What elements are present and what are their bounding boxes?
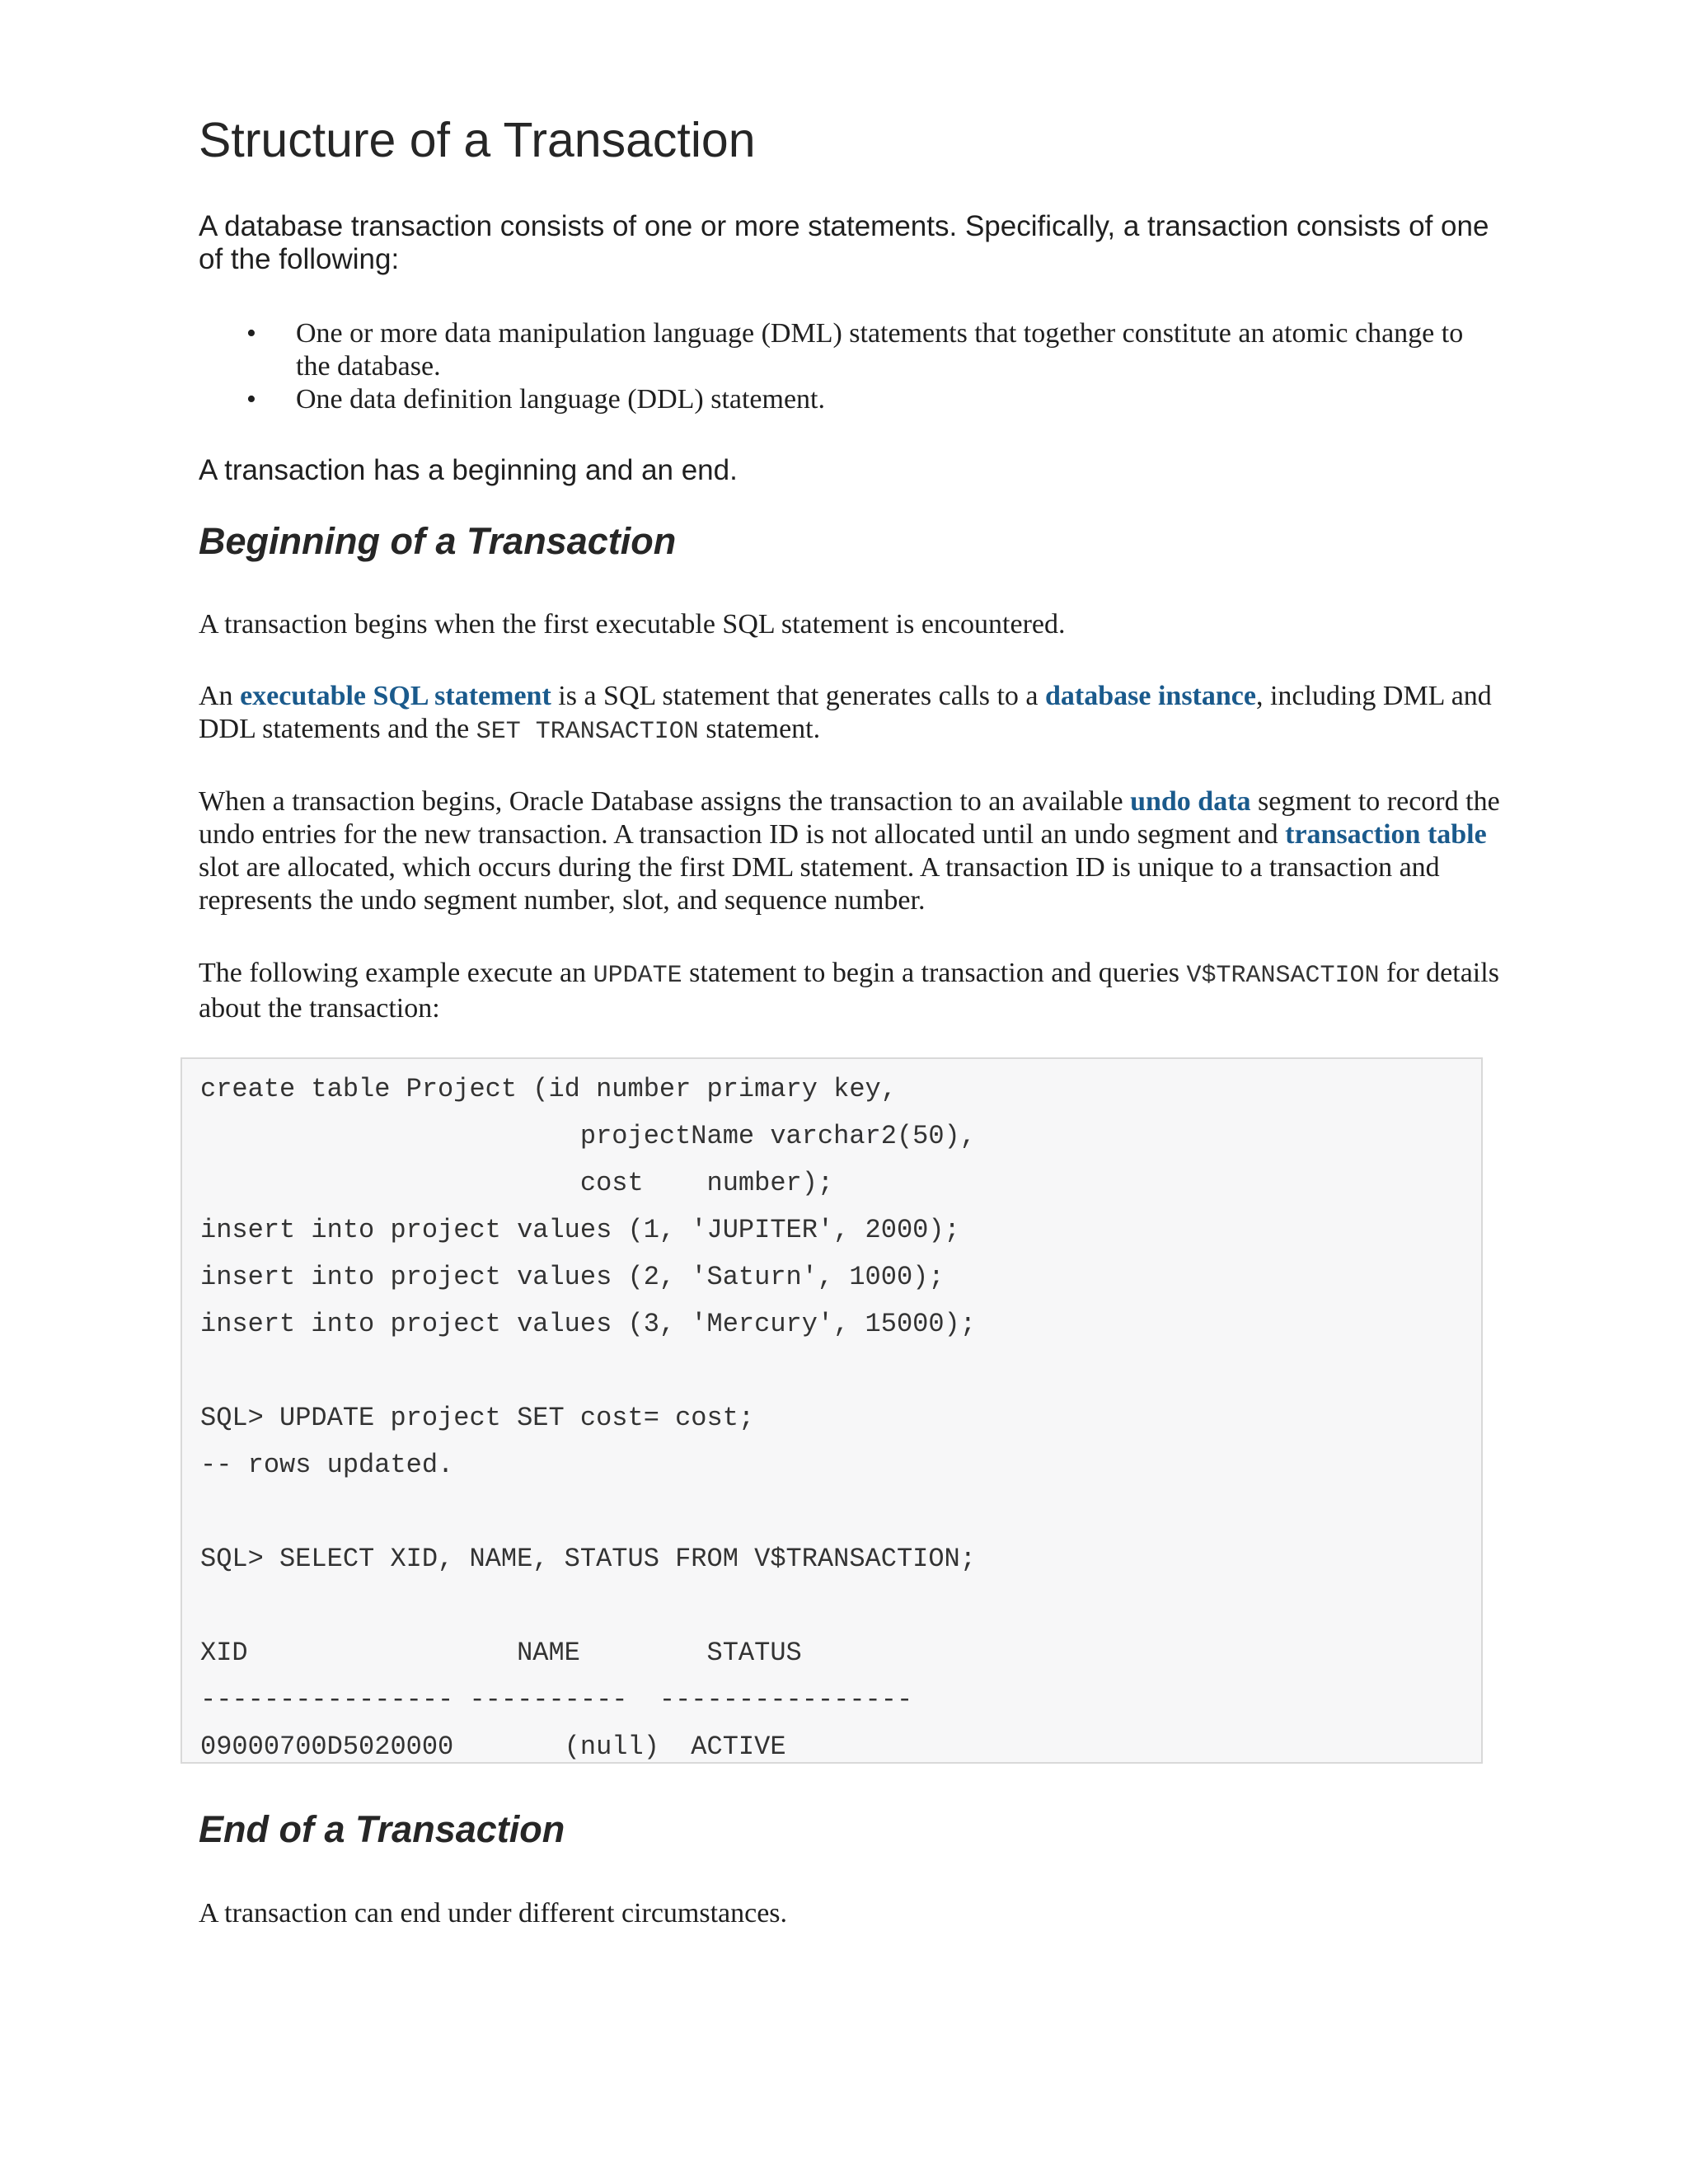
list-item-text: One data definition language (DDL) statement. (296, 384, 825, 415)
text-segment: is a SQL statement that generates calls to a (551, 681, 1045, 711)
undo-segment-paragraph (199, 785, 1501, 917)
end-paragraph: A transaction can end under different circumstances. (199, 1898, 788, 1929)
code-example-block (181, 1057, 1483, 1764)
update-code: UPDATE (593, 962, 682, 990)
executable-statement-paragraph (199, 680, 1501, 748)
executable-sql-statement-link[interactable]: executable SQL statement (240, 681, 551, 711)
beginning-end-sentence: A transaction has a beginning and an end. (199, 454, 738, 486)
text-segment: An (199, 681, 241, 711)
database-instance-link[interactable]: database instance (1045, 681, 1256, 711)
code-example-text: create table Project (id number primary key, projectName varchar2(50), cost number); insert into project values (1, 'JUPITER', 2000); insert into project values (2, 'Saturn', 1000); insert into project values (3, 'Mercury', 15000); SQL> UPDATE project SET cost= cost; -- rows updated. SQL> SELECT XID, NAME, STATUS FROM V$TRANSACTION; XID NAME STATUS ---------------- ---------- ---------------- 09000700D5020000 (null) ACTIVE (200, 1074, 976, 1762)
set-transaction-code: SET TRANSACTION (476, 718, 699, 746)
text-segment: for details about the transaction: (199, 958, 1499, 1024)
end-heading: End of a Transaction (199, 1808, 565, 1850)
list-item (199, 317, 1501, 383)
text-segment: The following example execute an (199, 958, 593, 988)
bullet-icon: • (246, 318, 256, 349)
beginning-paragraph-1: A transaction begins when the first executable SQL statement is encountered. (199, 609, 1066, 640)
statement-types-list (199, 317, 1501, 416)
bullet-icon: • (246, 384, 256, 415)
intro-paragraph: A database transaction consists of one or more statements. Specifically, a transaction consists of one of the following: (199, 210, 1489, 275)
example-intro-paragraph (199, 957, 1501, 1025)
transaction-table-link[interactable]: transaction table (1285, 819, 1487, 850)
text-segment: When a transaction begins, Oracle Database assigns the transaction to an available (199, 786, 1131, 817)
text-segment: , including DML and DDL statements and the (199, 681, 1492, 744)
v-transaction-code: V$TRANSACTION (1186, 962, 1380, 990)
beginning-heading: Beginning of a Transaction (199, 520, 677, 562)
undo-data-link[interactable]: undo data (1130, 786, 1251, 817)
text-segment: segment to record the undo entries for the new transaction. A transaction ID is not allocated until an undo segment and (199, 786, 1500, 850)
list-item-text: One or more data manipulation language (DML) statements that together constitute an atomic change to the database. (296, 318, 1464, 382)
text-segment: statement. (698, 714, 821, 744)
page-title: Structure of a Transaction (199, 113, 756, 167)
list-item (199, 383, 1501, 416)
text-segment: statement to begin a transaction and queries (682, 958, 1187, 988)
text-segment: slot are allocated, which occurs during the first DML statement. A transaction ID is unique to a transaction and represents the undo segment number, slot, and sequence number. (199, 852, 1440, 916)
